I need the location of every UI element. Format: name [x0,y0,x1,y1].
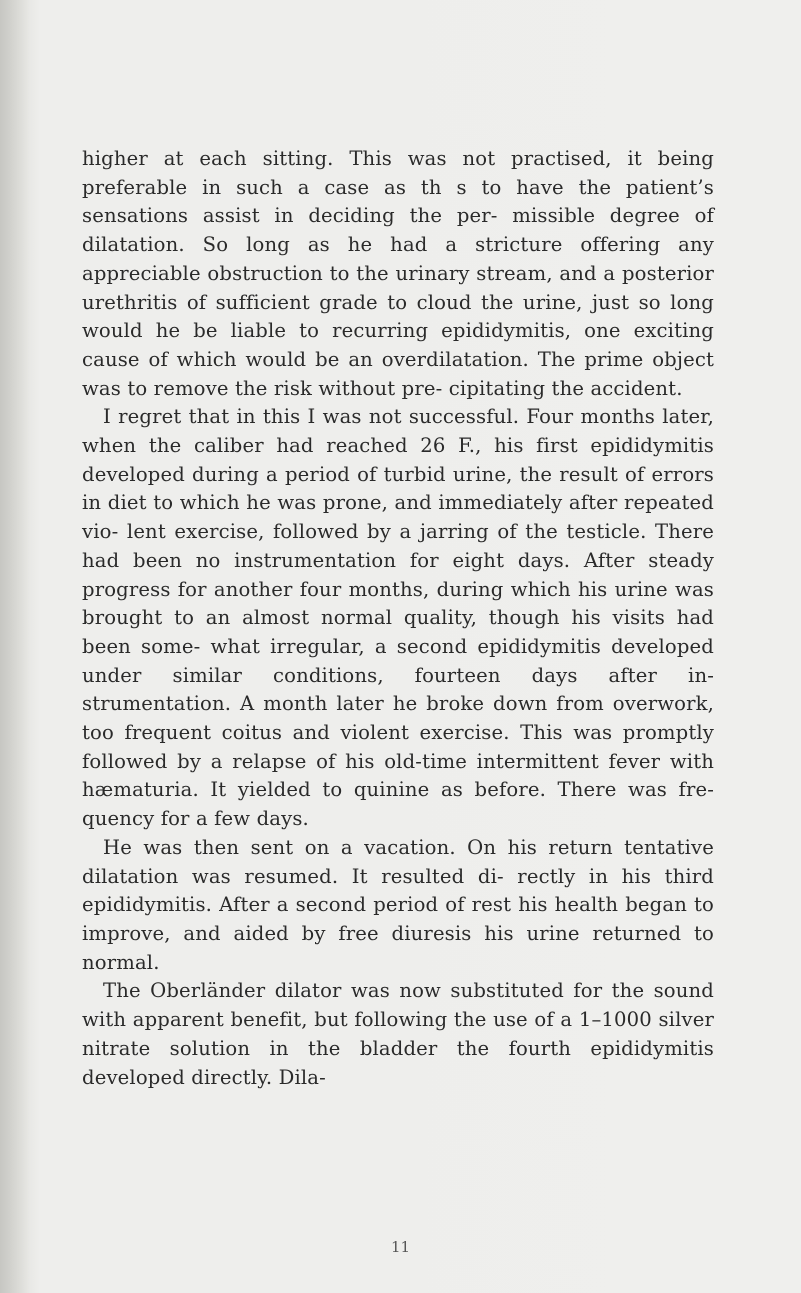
paragraph-2: I regret that in this I was not successful. Four months later, when the caliber had reached 26 F., his first epididymitis developed during a period of turbid urine, the result of errors in diet to which he was prone, and immediately after repeated vio- lent exercise, followed by a jarring of the testicle. There had been no instrumentation for eight days. After steady progress for another four months, during which his urine was brought to an almost normal quality, though his visits had been some- what irregular, a second epididymitis developed under similar conditions, fourteen days after in- strumentation. A month later he broke down from overwork, too frequent coitus and violent exercise. This was promptly followed by a relapse of his old-time intermittent fever with hæmaturia. It yielded to quinine as before. There was fre- quency for a few days. [82,405,714,831]
body-text [82,145,714,1092]
paragraph-4: The Oberländer dilator was now substituted for the sound with apparent benefit, but following the use of a 1–1000 silver nitrate solution in the bladder the fourth epididymitis developed directly. Dila- [82,979,714,1089]
paragraph-3: He was then sent on a vacation. On his return tentative dilatation was resumed. It resulted di- rectly in his third epididymitis. After a second period of rest his health began to improve, and aided by free diuresis his urine returned to normal. [82,835,714,974]
paragraph-1: higher at each sitting. This was not practised, it being preferable in such a case as th s to have the patient’s sensations assist in deciding the per- missible degree of dilatation. So long as he had a stricture offering any appreciable obstruction to the urinary stream, and a posterior urethritis of sufficient grade to cloud the urine, just so long would he be liable to recurring epididymitis, one exciting cause of which would be an overdilatation. The prime object was to remove the risk without pre- cipitating the accident. [82,147,714,400]
page-number: 11 [390,1238,411,1256]
page-gutter-shadow [0,0,30,1293]
